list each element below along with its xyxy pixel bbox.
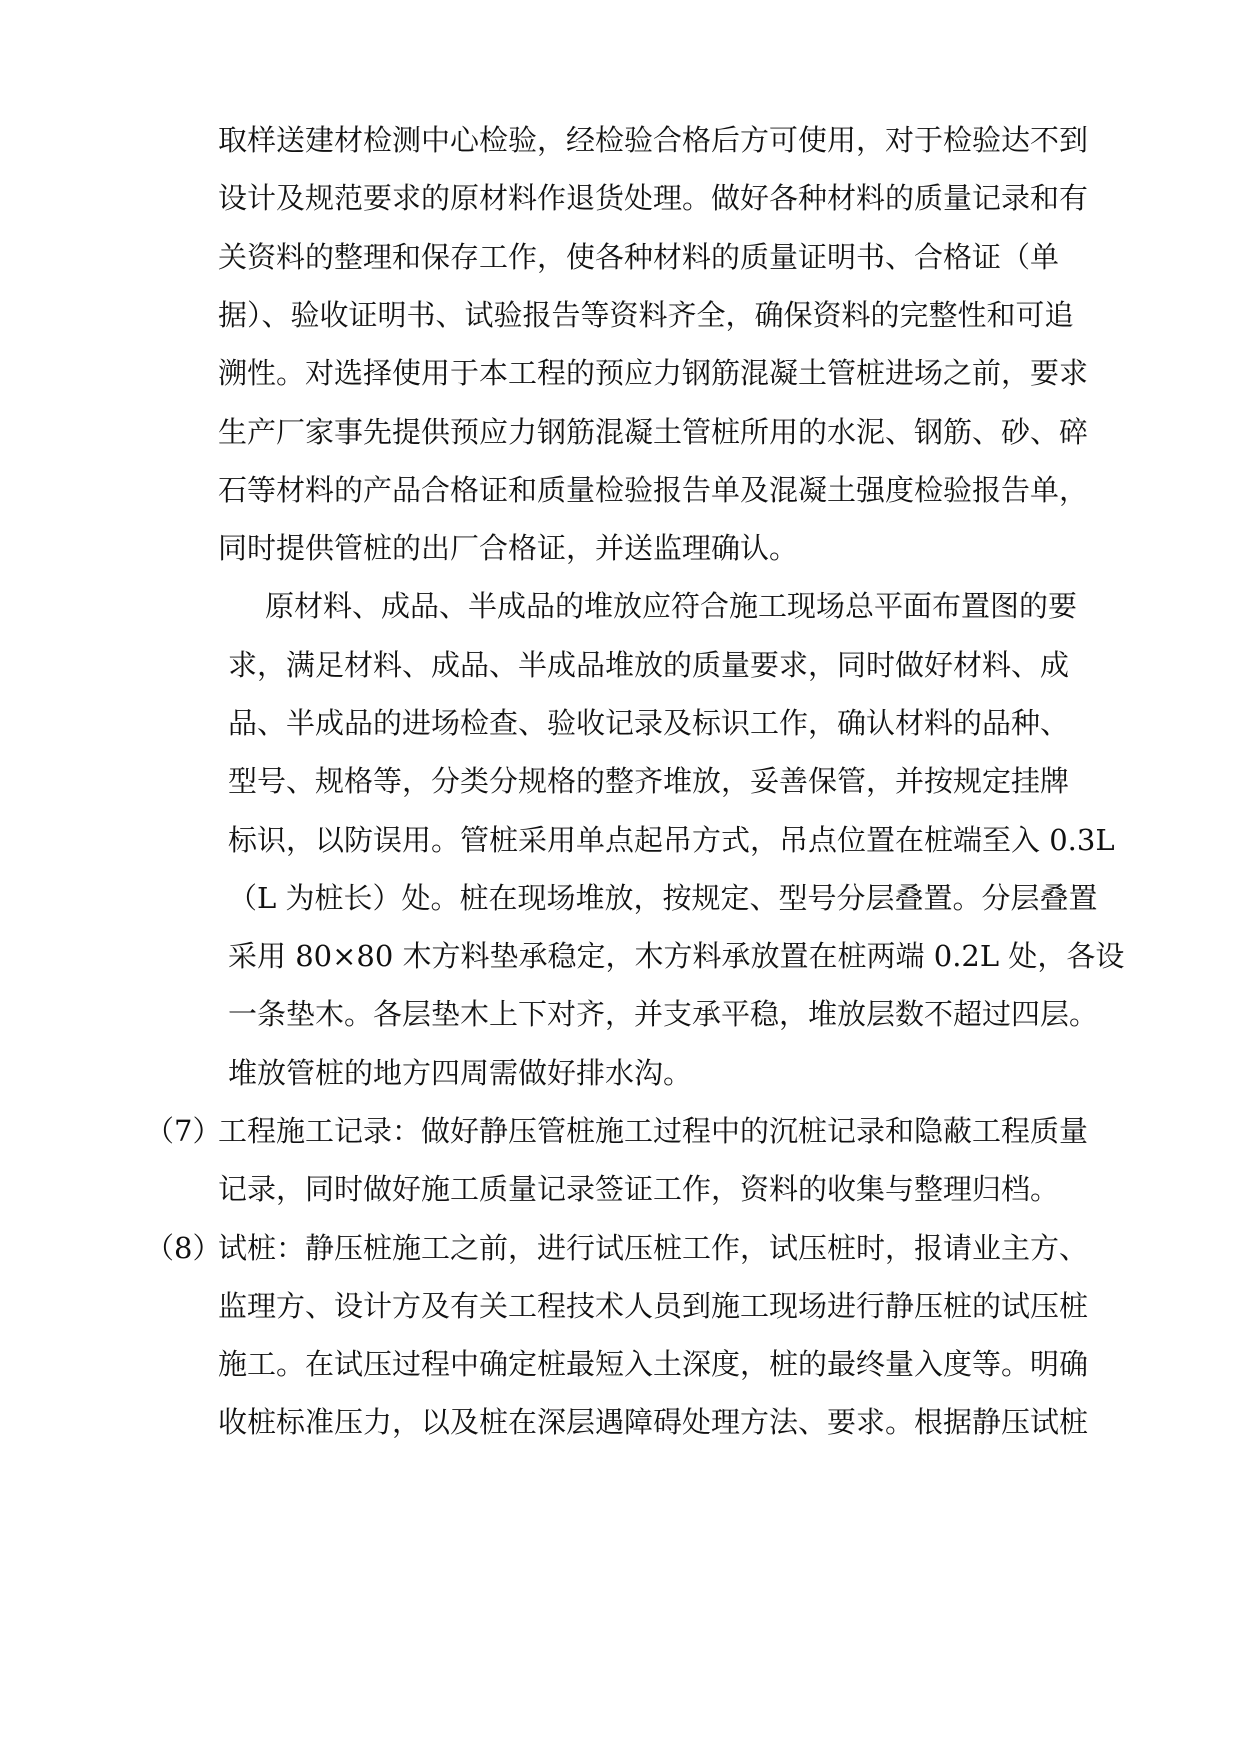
- text-line: 生产厂家事先提供预应力钢筋混凝土管桩所用的水泥、钢筋、砂、碎: [218, 415, 1089, 449]
- text-line: 设计及规范要求的原材料作退货处理。做好各种材料的质量记录和有: [218, 181, 1089, 215]
- text-line: 求，满足材料、成品、半成品堆放的质量要求，同时做好材料、成: [228, 648, 1070, 682]
- text-line: 采用 80×80 木方料垫承稳定，木方料承放置在桩两端 0.2L 处，各设: [228, 939, 1125, 973]
- text-line: 监理方、设计方及有关工程技术人员到施工现场进行静压桩的试压桩: [218, 1289, 1089, 1323]
- text-line: 原材料、成品、半成品的堆放应符合施工现场总平面布置图的要: [265, 589, 1078, 623]
- text-line: （L 为桩长）处。桩在现场堆放，按规定、型号分层叠置。分层叠置: [228, 881, 1098, 915]
- list-item-number: （7）: [145, 1114, 222, 1148]
- text-line: 收桩标准压力，以及桩在深层遇障碍处理方法、要求。根据静压试桩: [218, 1405, 1089, 1439]
- text-line: 工程施工记录：做好静压管桩施工过程中的沉桩记录和隐蔽工程质量: [218, 1114, 1089, 1148]
- text-line: 标识，以防误用。管桩采用单点起吊方式，吊点位置在桩端至入 0.3L: [228, 823, 1115, 857]
- text-line: 关资料的整理和保存工作，使各种材料的质量证明书、合格证（单: [218, 240, 1060, 274]
- list-item-number: （8）: [145, 1231, 222, 1265]
- text-line: 型号、规格等，分类分规格的整齐堆放，妥善保管，并按规定挂牌: [228, 764, 1070, 798]
- text-line: 一条垫木。各层垫木上下对齐，并支承平稳，堆放层数不超过四层。: [228, 997, 1099, 1031]
- text-line: 溯性。对选择使用于本工程的预应力钢筋混凝土管桩进场之前，要求: [218, 356, 1089, 390]
- text-line: 据）、验收证明书、试验报告等资料齐全，确保资料的完整性和可追: [218, 298, 1074, 332]
- text-line: 石等材料的产品合格证和质量检验报告单及混凝土强度检验报告单，: [218, 473, 1089, 507]
- text-line: 记录，同时做好施工质量记录签证工作，资料的收集与整理归档。: [218, 1172, 1060, 1206]
- text-line: 同时提供管桩的出厂合格证，并送监理确认。: [218, 531, 799, 565]
- text-line: 施工。在试压过程中确定桩最短入土深度，桩的最终量入度等。明确: [218, 1347, 1089, 1381]
- text-line: 取样送建材检测中心检验，经检验合格后方可使用，对于检验达不到: [218, 123, 1089, 157]
- text-line: 试桩：静压桩施工之前，进行试压桩工作，试压桩时，报请业主方、: [218, 1231, 1089, 1265]
- text-line: 堆放管桩的地方四周需做好排水沟。: [228, 1056, 693, 1090]
- text-line: 品、半成品的进场检查、验收记录及标识工作，确认材料的品种、: [228, 706, 1070, 740]
